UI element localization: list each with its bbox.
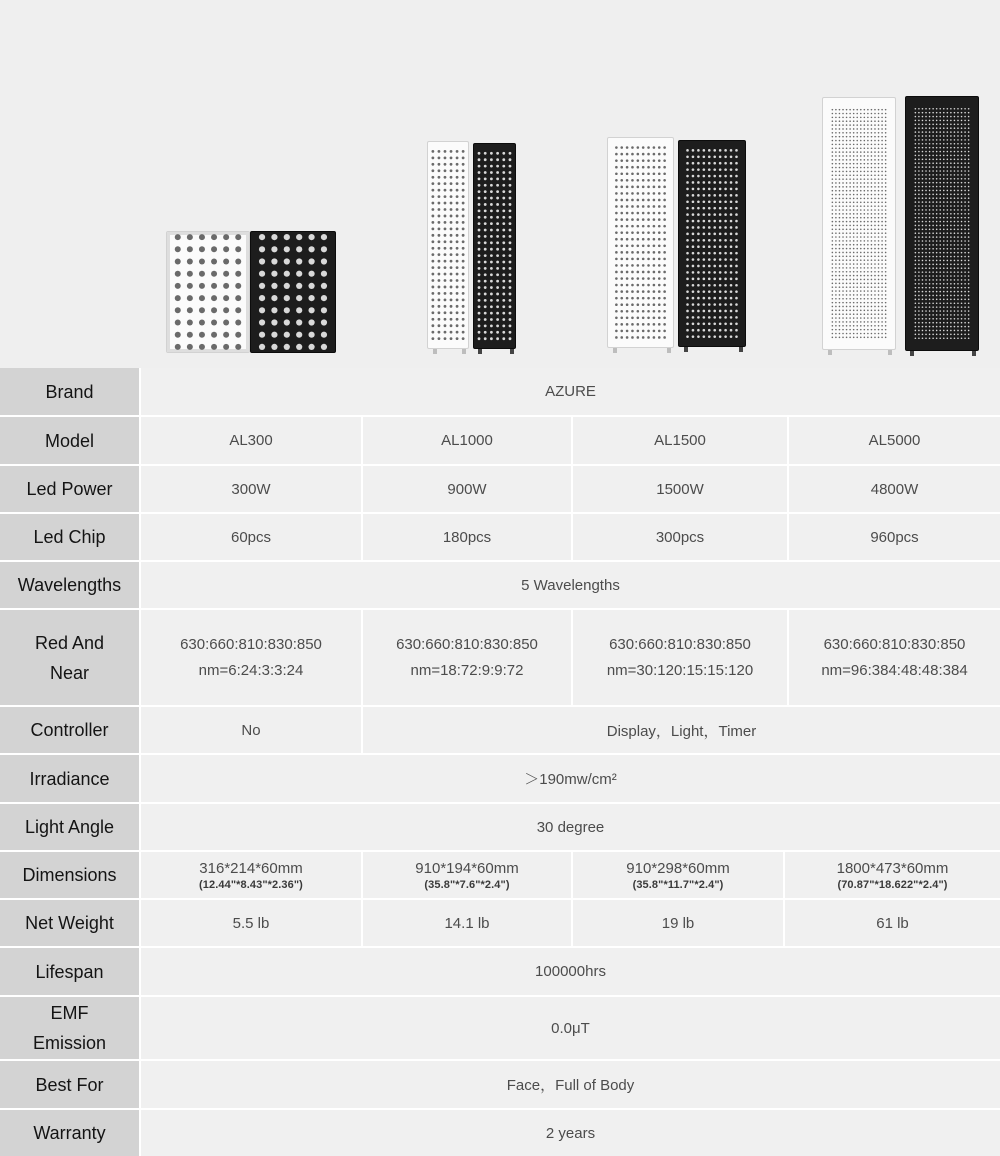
model-al1000: AL1000 — [363, 417, 571, 464]
led-power-al1500: 1500W — [573, 466, 787, 512]
product-lineup-drawing — [0, 0, 1000, 368]
row-led-power — [0, 466, 1000, 512]
dimensions-al1500: 910*298*60mm (35.8"*11.7"*2.4") — [573, 852, 783, 898]
net-weight-al5000: 61 lb — [785, 900, 1000, 946]
row-brand — [0, 368, 1000, 415]
led-dot-layer — [175, 108, 970, 350]
light-angle-value: 30 degree — [141, 804, 1000, 850]
led-chip-al1000: 180pcs — [363, 514, 571, 560]
label-warranty: Warranty — [0, 1110, 139, 1156]
row-led-chip — [0, 514, 1000, 560]
best-for-value: Face，Full of Body — [141, 1061, 1000, 1108]
model-al1500: AL1500 — [573, 417, 787, 464]
label-light-angle: Light Angle — [0, 804, 139, 850]
product-lineup-image — [0, 0, 1000, 368]
controller-al300: No — [141, 707, 361, 753]
lifespan-value: 100000hrs — [141, 948, 1000, 995]
row-net-weight — [0, 900, 1000, 946]
row-wavelengths — [0, 562, 1000, 608]
led-chip-al300: 60pcs — [141, 514, 361, 560]
label-led-power: Led Power — [0, 466, 139, 512]
net-weight-al1500: 19 lb — [573, 900, 783, 946]
led-power-al5000: 4800W — [789, 466, 1000, 512]
label-controller: Controller — [0, 707, 139, 753]
row-lifespan — [0, 948, 1000, 995]
red-near-al1000: 630:660:810:830:850 nm=18:72:9:9:72 — [363, 610, 571, 705]
label-brand: Brand — [0, 368, 139, 415]
row-irradiance — [0, 755, 1000, 802]
row-emf-emission — [0, 997, 1000, 1059]
controller-others: Display，Light，Timer — [363, 707, 1000, 753]
dimensions-al1000: 910*194*60mm (35.8"*7.6"*2.4") — [363, 852, 571, 898]
dimensions-al5000: 1800*473*60mm (70.87"*18.622"*2.4") — [785, 852, 1000, 898]
wavelengths-value: 5 Wavelengths — [141, 562, 1000, 608]
led-power-al300: 300W — [141, 466, 361, 512]
row-best-for — [0, 1061, 1000, 1108]
model-al5000: AL5000 — [789, 417, 1000, 464]
warranty-value: 2 years — [141, 1110, 1000, 1156]
label-best-for: Best For — [0, 1061, 139, 1108]
label-irradiance: Irradiance — [0, 755, 139, 802]
row-controller — [0, 707, 1000, 753]
red-near-al5000: 630:660:810:830:850 nm=96:384:48:48:384 — [789, 610, 1000, 705]
label-model: Model — [0, 417, 139, 464]
row-model — [0, 417, 1000, 464]
label-emf-emission: EMF Emission — [0, 997, 139, 1059]
irradiance-value: ＞190mw/cm² — [141, 755, 1000, 802]
label-dimensions: Dimensions — [0, 852, 139, 898]
red-near-al300: 630:660:810:830:850 nm=6:24:3:3:24 — [141, 610, 361, 705]
dimensions-al300: 316*214*60mm (12.44"*8.43"*2.36") — [141, 852, 361, 898]
red-near-al1500: 630:660:810:830:850 nm=30:120:15:15:120 — [573, 610, 787, 705]
label-wavelengths: Wavelengths — [0, 562, 139, 608]
label-lifespan: Lifespan — [0, 948, 139, 995]
emf-value: 0.0μT — [141, 997, 1000, 1059]
net-weight-al300: 5.5 lb — [141, 900, 361, 946]
brand-value: AZURE — [141, 368, 1000, 415]
label-net-weight: Net Weight — [0, 900, 139, 946]
model-al300: AL300 — [141, 417, 361, 464]
row-red-and-near — [0, 610, 1000, 705]
row-warranty — [0, 1110, 1000, 1156]
label-red-and-near: Red And Near — [0, 610, 139, 705]
specification-table — [0, 368, 1000, 1156]
net-weight-al1000: 14.1 lb — [363, 900, 571, 946]
led-chip-al1500: 300pcs — [573, 514, 787, 560]
row-light-angle — [0, 804, 1000, 850]
led-chip-al5000: 960pcs — [789, 514, 1000, 560]
row-dimensions — [0, 852, 1000, 898]
led-power-al1000: 900W — [363, 466, 571, 512]
label-led-chip: Led Chip — [0, 514, 139, 560]
